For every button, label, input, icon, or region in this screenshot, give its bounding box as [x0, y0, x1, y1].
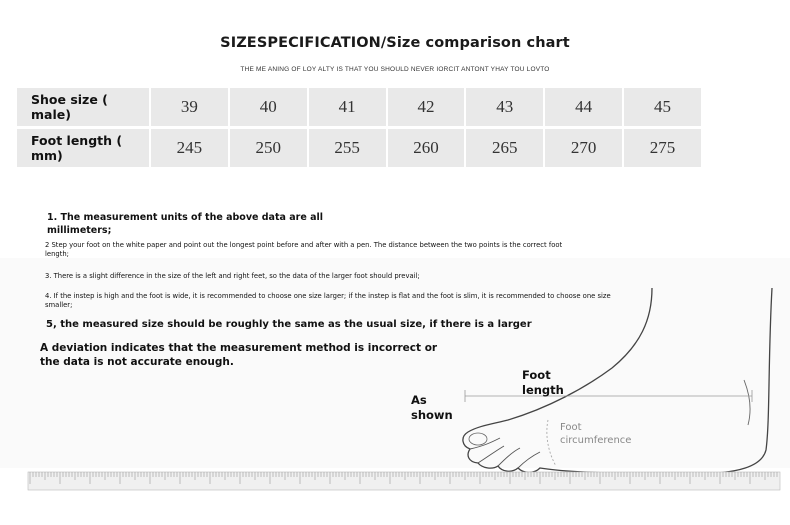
foot-length-cell: 250 [230, 129, 307, 167]
note-1: 1. The measurement units of the above data are all millimeters; [47, 212, 324, 236]
as-shown-label: As shown [411, 393, 453, 422]
shoe-size-cell: 40 [230, 88, 307, 126]
foot-circumference-label: Foot circumference [560, 422, 632, 446]
foot-length-cell: 245 [151, 129, 228, 167]
shoe-size-cell: 45 [624, 88, 701, 126]
shoe-size-cell: 39 [151, 88, 228, 126]
shoe-size-cell: 42 [388, 88, 465, 126]
foot-length-cell: 260 [388, 129, 465, 167]
row-header-shoe-size: Shoe size ( male) [17, 88, 149, 126]
note-3: 3. There is a slight difference in the size of the left and right feet, so the data of the larger foot should prevail; [45, 272, 420, 280]
foot-length-cell: 270 [545, 129, 622, 167]
foot-length-cell: 275 [624, 129, 701, 167]
size-table [15, 85, 703, 170]
page-subtitle: THE ME ANING OF LOY ALTY IS THAT YOU SHOULD NEVER IORCIT ANTONT YHAY TOU LOVTO [240, 66, 550, 73]
shoe-size-cell: 43 [466, 88, 543, 126]
page-title: SIZESPECIFICATION/Size comparison chart [220, 35, 570, 51]
foot-length-cell: 255 [309, 129, 386, 167]
note-5: 5, the measured size should be roughly the same as the usual size, if there is a larger [46, 319, 532, 330]
shoe-size-cell: 44 [545, 88, 622, 126]
table-row-foot-length [17, 129, 701, 167]
row-header-foot-length: Foot length ( mm) [17, 129, 149, 167]
foot-length-cell: 265 [466, 129, 543, 167]
shoe-size-cell: 41 [309, 88, 386, 126]
table-row-shoe-size [17, 88, 701, 126]
foot-length-label: Foot length [522, 368, 564, 397]
ruler [28, 472, 780, 490]
note-4: 4. If the instep is high and the foot is wide, it is recommended to choose one size larger; if the instep is flat and the foot is slim, it is recommended to choose one size smaller; [45, 292, 611, 309]
note-2: 2 Step your foot on the white paper and point out the longest point before and after with a pen. The distance between the two points is the correct foot length; [45, 241, 563, 258]
note-6: A deviation indicates that the measurement method is incorrect or the data is not accurate enough. [40, 342, 438, 368]
